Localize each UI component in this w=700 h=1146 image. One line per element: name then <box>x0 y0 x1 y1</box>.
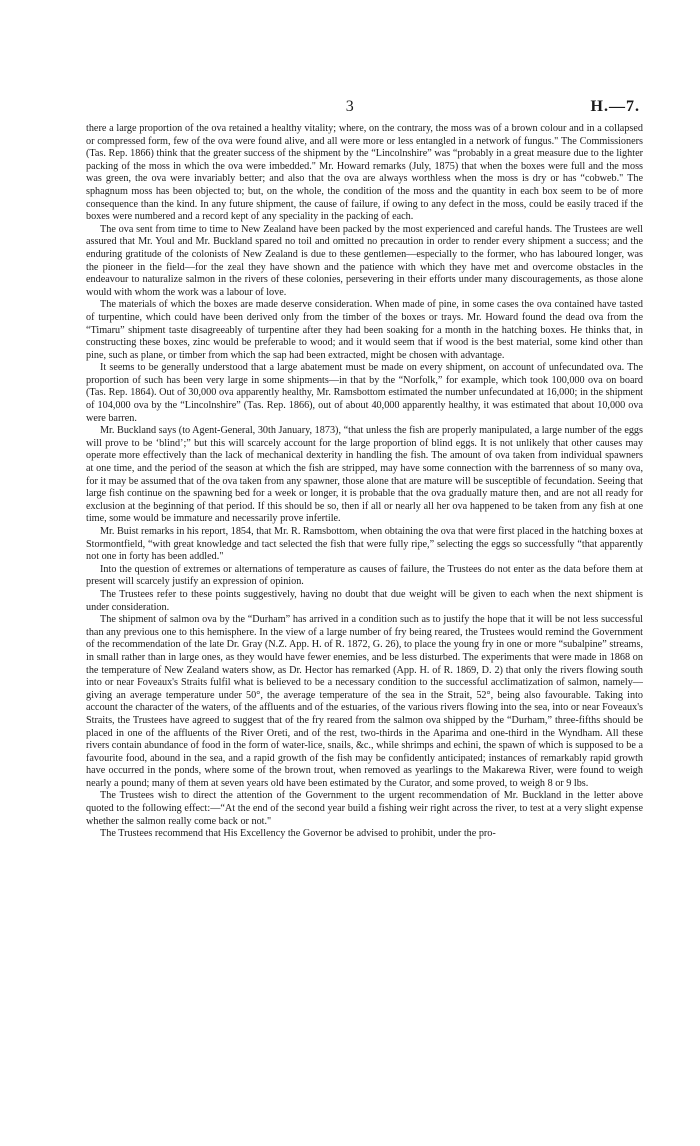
paragraph: The shipment of salmon ova by the “Durham” has arrived in a condition such as to justify the hope that it will be not less successful than any previous one to this hemisphere. In the view of a large number of fry being reared, the Trustees would remind the Government of the recommendation of the late Dr. Gray (N.Z. App. H. of R. 1872, G. 26), to place the young fry in one or more “subalpine” streams, in small rather than in large ones, as they would have fewer enemies, and be less disturbed. The experiments that were made in 1868 on the temperature of New Zealand waters show, as Dr. Hector has remarked (App. H. of R. 1869, D. 2) that only the rivers flowing south into or near Foveaux's Straits fulfil what is believed to be a necessary condition to the successful acclimatization of salmon, namely—giving an average temperature under 50°, the average temperature of the sea in the Strait, 52°, being also favourable. Taking into account the character of the waters, of the affluents and of the estuaries, of the various rivers flowing into the sea, into or near Foveaux's Straits, the Trustees have agreed to suggest that of the fry reared from the salmon ova shipped by the “Durham,” three-fifths should be placed in one of the affluents of the River Oreti, and of the rest, two-thirds in the Aparima and one-third in the Wyndham. All these rivers contain abundance of food in the form of water-lice, snails, &c., while shrimps and echini, the spawn of which is supposed to be a favourite food, abound in the sea, and a rapid growth of the fish may be confidently anticipated; instances of remarkably rapid growth have occurred in the ponds, where some of the brown trout, when removed as yearlings to the Makarewa River, were found to weigh nearly a pound; many of them at seven years old have been estimated by the Curator, and some proved, to weigh 8 or 9 lbs. <box>86 614 643 789</box>
paragraph: Mr. Buist remarks in his report, 1854, that Mr. R. Ramsbottom, when obtaining the ova that were first placed in the hatching boxes at Stormontfield, “with great knowledge and tact selected the fish that were fully ripe,” selecting the eggs so successfully “that apparently not one in forty has been addled." <box>86 526 643 563</box>
paragraph: Into the question of extremes or alternations of temperature as causes of failure, the Trustees do not enter as the data before them at present will scarcely justify an expression of opinion. <box>86 563 643 588</box>
paragraph: there a large proportion of the ova retained a healthy vitality; where, on the contrary, the moss was of a brown colour and in a collapsed or compressed form, few of the ova were found alive, and all were more or less entangled in a network of fungus." The Commissioners (Tas. Rep. 1866) think that the greater success of the shipment by the “Lincolnshire” was “probably in a great measure due to the lighter packing of the moss in which the ova were imbedded." Mr. Howard remarks (July, 1875) that when the boxes were full and the moss was green, the ova were invariably better; and also that the ova are always worthless when the moss is dry or has “cobweb." The sphagnum moss has been objected to; but, on the whole, the condition of the moss and the quantity in each box seem to be of more consequence than the kind. In any future shipment, the cause of failure, if owing to any defect in the moss, could be easily traced if the boxes were numbered and a record kept of any speciality in the packing of each. <box>86 123 643 223</box>
paragraph: The Trustees refer to these points suggestively, having no doubt that due weight will be given to each when the next shipment is under consideration. <box>86 588 643 613</box>
paragraph: The Trustees recommend that His Excellency the Governor be advised to prohibit, under the pro- <box>100 828 496 840</box>
page-number: 3 <box>345 98 355 115</box>
paragraph: It seems to be generally understood that a large abatement must be made on every shipment, on account of unfecundated ova. The proportion of such has been very large in some shipments—in that by the “Norfolk,” for example, which took 100,000 ova on board (Tas. Rep. 1864). Out of 30,000 ova apparently healthy, Mr. Ramsbottom estimated the number unfecundated at 16,000; in the shipment of 104,000 ova by the “Lincolnshire” (Tas. Rep. 1866), out of about 40,000 apparently healthy, it was estimated that about 10,000 ova were barren. <box>86 362 643 424</box>
document-reference: H.—7. <box>590 98 640 115</box>
paragraph: The materials of which the boxes are made deserve consideration. When made of pine, in some cases the ova contained have tasted of turpentine, which could have been derived only from the timber of the boxes or trays. Mr. Howard found the dead ova from the “Timaru” shipment taste disagreeably of turpentine after they had been soaking for a month in the hatching boxes. He thinks that, in constructing these boxes, zinc would be preferable to wood; and it would seem that if wood is the best material, some kind other than pine, such as plane, or timber from which the sap had been extracted, might be chosen with advantage. <box>86 299 643 361</box>
paragraph: Mr. Buckland says (to Agent-General, 30th January, 1873), “that unless the fish are properly manipulated, a large number of the eggs will prove to be ‘blind’;” but this will scarcely account for the large proportion of blind eggs. It is not unlikely that other causes may operate more effectively than the lack of mechanical dexterity in handling the fish. The amount of ova taken from individual spawners at one time, and the period of the season at which the fish are stripped, may have some connection with the barrenness of so many ova, for it may be assumed that of the ova taken from any spawner, those alone that are mature will be susceptible of fecundation. Seeing that large fish continue on the spawning bed for a week or longer, it is probable that the ova gradually mature then, and are not all ready for exclusion at the beginning of that period. If this should be so, then if all or nearly all her ova happened to be taken from any fish at one time, some would be immature and necessarily prove infertile. <box>86 425 643 525</box>
paragraph: The Trustees wish to direct the attention of the Government to the urgent recommendation of Mr. Buckland in the letter above quoted to the following effect:—“At the end of the second year build a fishing weir right across the river, to test at a very slight expense whether the salmon really come back or not." <box>86 790 643 827</box>
body-text <box>86 123 643 841</box>
paragraph: The ova sent from time to time to New Zealand have been packed by the most experienced and careful hands. The Trustees are well assured that Mr. Youl and Mr. Buckland spared no toil and omitted no precaution in order to render every shipment a success; and the enduring gratitude of the colonists of New Zealand is due to these gentlemen—especially to the former, who has laboured longer, was the pioneer in the field—for the zeal they have shown and the patience with which they have met and overcome obstacles in the endeavour to naturalize salmon in the rivers of these colonies, persevering in their efforts under many discouragements, as those alone would with whom the work was a labour of love. <box>86 223 643 298</box>
